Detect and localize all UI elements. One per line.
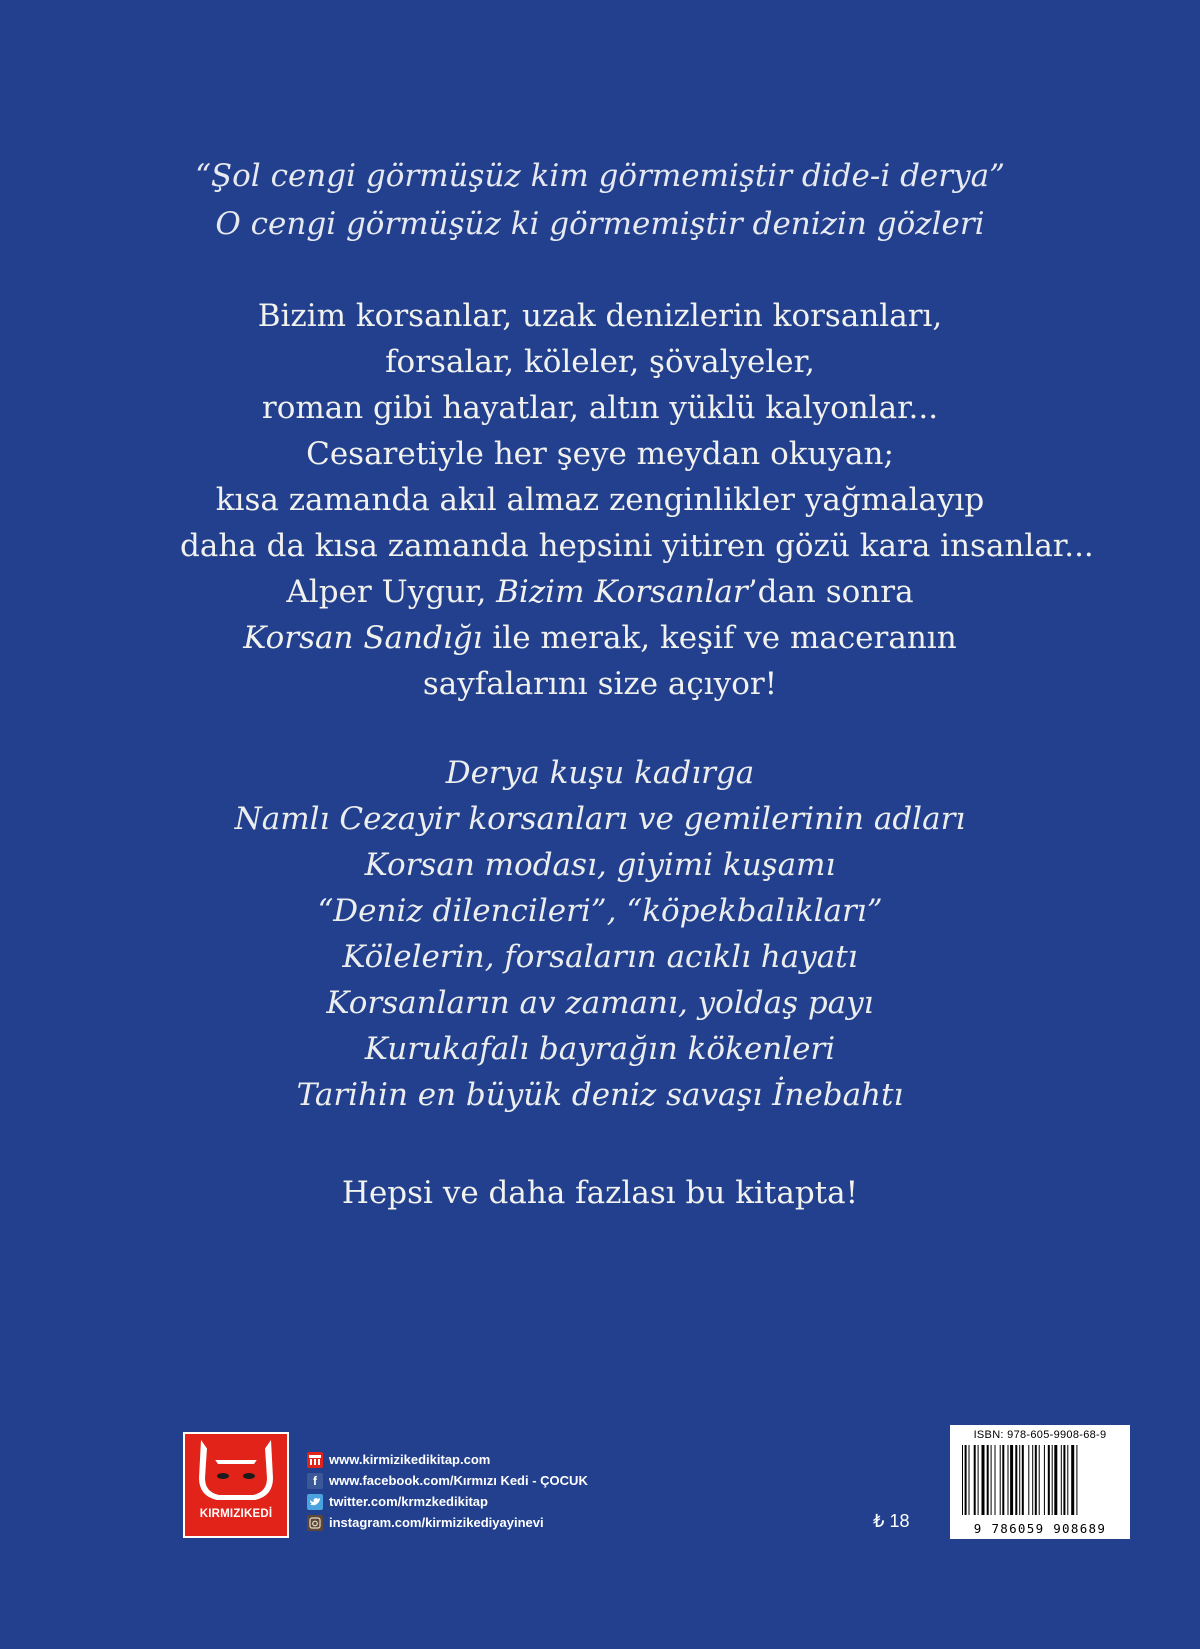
barcode-digits: 9 786059 908689 <box>973 1521 1107 1536</box>
feature-item: “Deniz dilencileri”, “köpekbalıkları” <box>317 893 883 929</box>
publisher-logo <box>183 1432 289 1538</box>
feature-item: Namlı Cezayir korsanları ve gemilerinin adları <box>234 801 966 837</box>
author-text: Alper Uygur, <box>286 574 497 610</box>
blurb-line <box>180 569 1020 615</box>
blurb-line <box>180 615 1020 661</box>
instagram-link[interactable] <box>307 1512 588 1533</box>
link-text: www.kirmizikedikitap.com <box>329 1452 491 1467</box>
blurb <box>180 293 1094 707</box>
blurb-text: ile merak, keşif ve maceranın <box>482 620 957 656</box>
link-text: instagram.com/kirmizikediyayinevi <box>329 1515 544 1530</box>
blurb-line: forsalar, köleler, şövalyeler, <box>385 344 815 380</box>
feature-item: Korsanların av zamanı, yoldaş payı <box>326 985 874 1021</box>
epigraph-line: “Şol cengi görmüşüz kim görmemiştir dide-i derya” <box>195 158 1005 194</box>
blurb-text: ’dan sonra <box>747 574 914 610</box>
facebook-icon: f <box>307 1473 323 1489</box>
feature-item: Derya kuşu kadırga <box>445 755 755 791</box>
epigraph-line: O cengi görmüşüz ki görmemiştir denizin gözleri <box>215 206 985 242</box>
instagram-icon <box>307 1515 323 1531</box>
book-title-previous: Bizim Korsanlar <box>496 574 748 610</box>
publisher-name: KIRMIZIKEDİ <box>199 1508 273 1520</box>
web-icon <box>307 1452 323 1468</box>
price: ₺ 18 <box>873 1511 910 1531</box>
feature-item: Kurukafalı bayrağın kökenleri <box>364 1031 836 1067</box>
isbn-label: ISBN: 978-605-9908-68-9 <box>973 1429 1107 1441</box>
feature-item: Kölelerin, forsaların acıklı hayatı <box>342 939 858 975</box>
epigraph <box>180 152 1020 248</box>
cat-icon <box>185 1434 287 1536</box>
link-text: twitter.com/krmzkedikitap <box>329 1494 488 1509</box>
publisher-links <box>307 1449 588 1533</box>
blurb-line: Bizim korsanlar, uzak denizlerin korsanları, <box>257 298 943 334</box>
closing-line <box>180 1170 1020 1216</box>
feature-item: Tarihin en büyük deniz savaşı İnebahtı <box>296 1077 904 1113</box>
closing-text: Hepsi ve daha fazlası bu kitapta! <box>341 1175 859 1211</box>
blurb-line: sayfalarını size açıyor! <box>422 666 778 702</box>
blurb-line: roman gibi hayatlar, altın yüklü kalyonlar... <box>261 390 939 426</box>
twitter-icon <box>307 1494 323 1510</box>
blurb-line: Cesaretiyle her şeye meydan okuyan; <box>306 436 894 472</box>
website-link[interactable] <box>307 1449 588 1470</box>
link-text: www.facebook.com/Kırmızı Kedi - ÇOCUK <box>329 1473 588 1488</box>
isbn-barcode <box>950 1425 1130 1539</box>
facebook-link[interactable] <box>307 1470 588 1491</box>
blurb-line: daha da kısa zamanda hepsini yitiren gözü kara insanlar... <box>180 528 1094 564</box>
twitter-link[interactable] <box>307 1491 588 1512</box>
feature-item: Korsan modası, giyimi kuşamı <box>364 847 836 883</box>
blurb-line: kısa zamanda akıl almaz zenginlikler yağmalayıp <box>215 482 985 518</box>
barcode-bars <box>960 1445 1120 1517</box>
book-title-current: Korsan Sandığı <box>243 620 483 656</box>
feature-list <box>180 750 1020 1118</box>
